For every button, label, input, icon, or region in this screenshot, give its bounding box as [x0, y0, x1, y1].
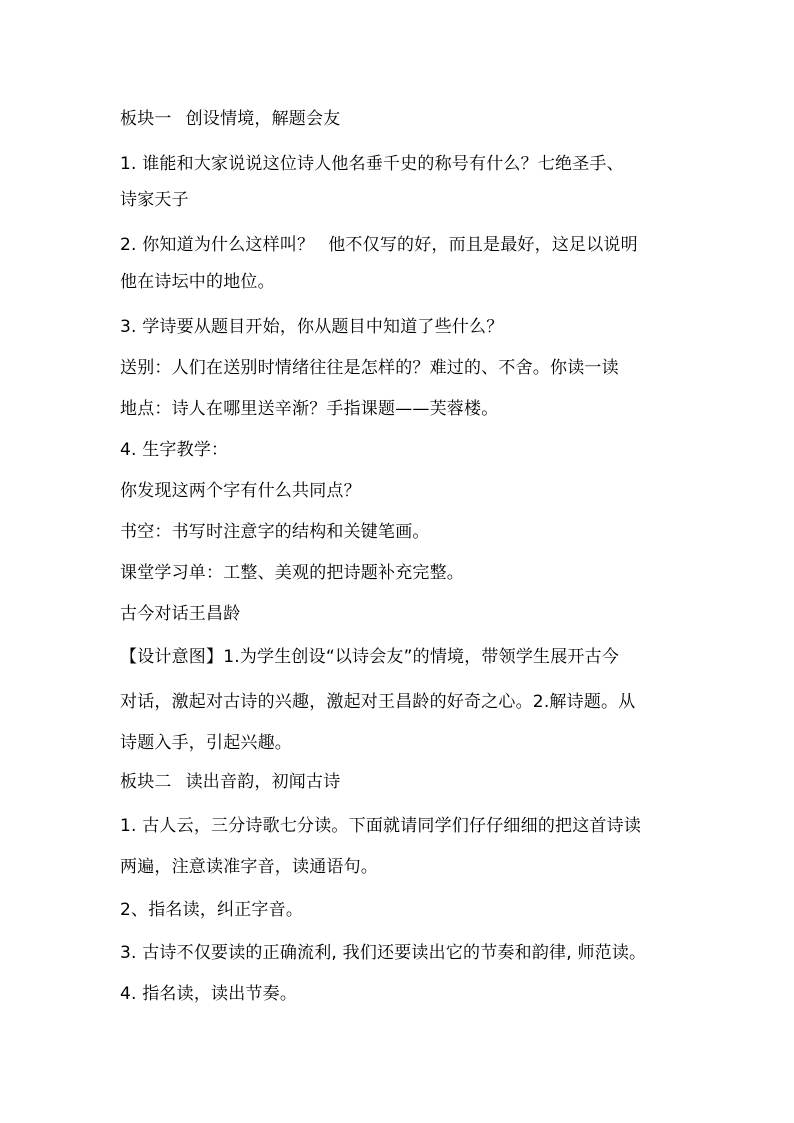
paragraph-line: 2、指名读，纠正字音。	[120, 900, 304, 920]
paragraph-line: 诗家天子	[120, 190, 189, 210]
question-text: 2. 你知道为什么这样叫？	[120, 235, 315, 255]
paragraph-line: 你发现这两个字有什么共同点？	[120, 481, 361, 501]
section-label: 板块一	[120, 109, 172, 129]
paragraph-line: 课堂学习单：工整、美观的把诗题补充完整。	[120, 563, 464, 583]
design-intent-line: 诗题入手，引起兴趣。	[120, 733, 292, 753]
paragraph-line: 4. 生字教学：	[120, 440, 229, 460]
paragraph-line: 1. 谁能和大家说说这位诗人他名垂千史的称号有什么？七绝圣手、	[120, 154, 624, 174]
paragraph-line	[120, 233, 680, 257]
section-heading-2	[120, 770, 680, 794]
paragraph-line: 4. 指名读，读出节奏。	[120, 984, 298, 1004]
paragraph-line: 1. 古人云，三分诗歌七分读。下面就请同学们仔仔细细的把这首诗读	[120, 816, 642, 836]
paragraph-line: 3. 古诗不仅要读的正确流利, 我们还要读出它的节奏和韵律, 师范读。	[120, 943, 647, 963]
paragraph-line: 古今对话王昌龄	[120, 604, 241, 624]
paragraph-line: 两遍，注意读准字音，读通语句。	[120, 857, 378, 877]
answer-text: 他不仅写的好，而且是最好，这足以说明	[328, 235, 638, 255]
section-label: 板块二	[120, 772, 172, 792]
section-heading-1	[120, 107, 680, 131]
paragraph-line: 他在诗坛中的地位。	[120, 272, 275, 292]
section-title: 创设情境，解题会友	[185, 109, 341, 129]
paragraph-line: 书空：书写时注意字的结构和关键笔画。	[120, 522, 430, 542]
paragraph-line: 地点：诗人在哪里送辛渐？手指课题——芙蓉楼。	[120, 399, 499, 419]
design-intent-line: 对话，激起对古诗的兴趣，激起对王昌龄的好奇之心。2.解诗题。从	[120, 692, 636, 712]
paragraph-line: 3. 学诗要从题目开始，你从题目中知道了些什么？	[120, 317, 504, 337]
design-intent-line: 【设计意图】1.为学生创设“以诗会友”的情境，带领学生展开古今	[120, 647, 620, 667]
section-title: 读出音韵，初闻古诗	[185, 772, 341, 792]
paragraph-line: 送别：人们在送别时情绪往往是怎样的？难过的、不舍。你读一读	[120, 358, 619, 378]
